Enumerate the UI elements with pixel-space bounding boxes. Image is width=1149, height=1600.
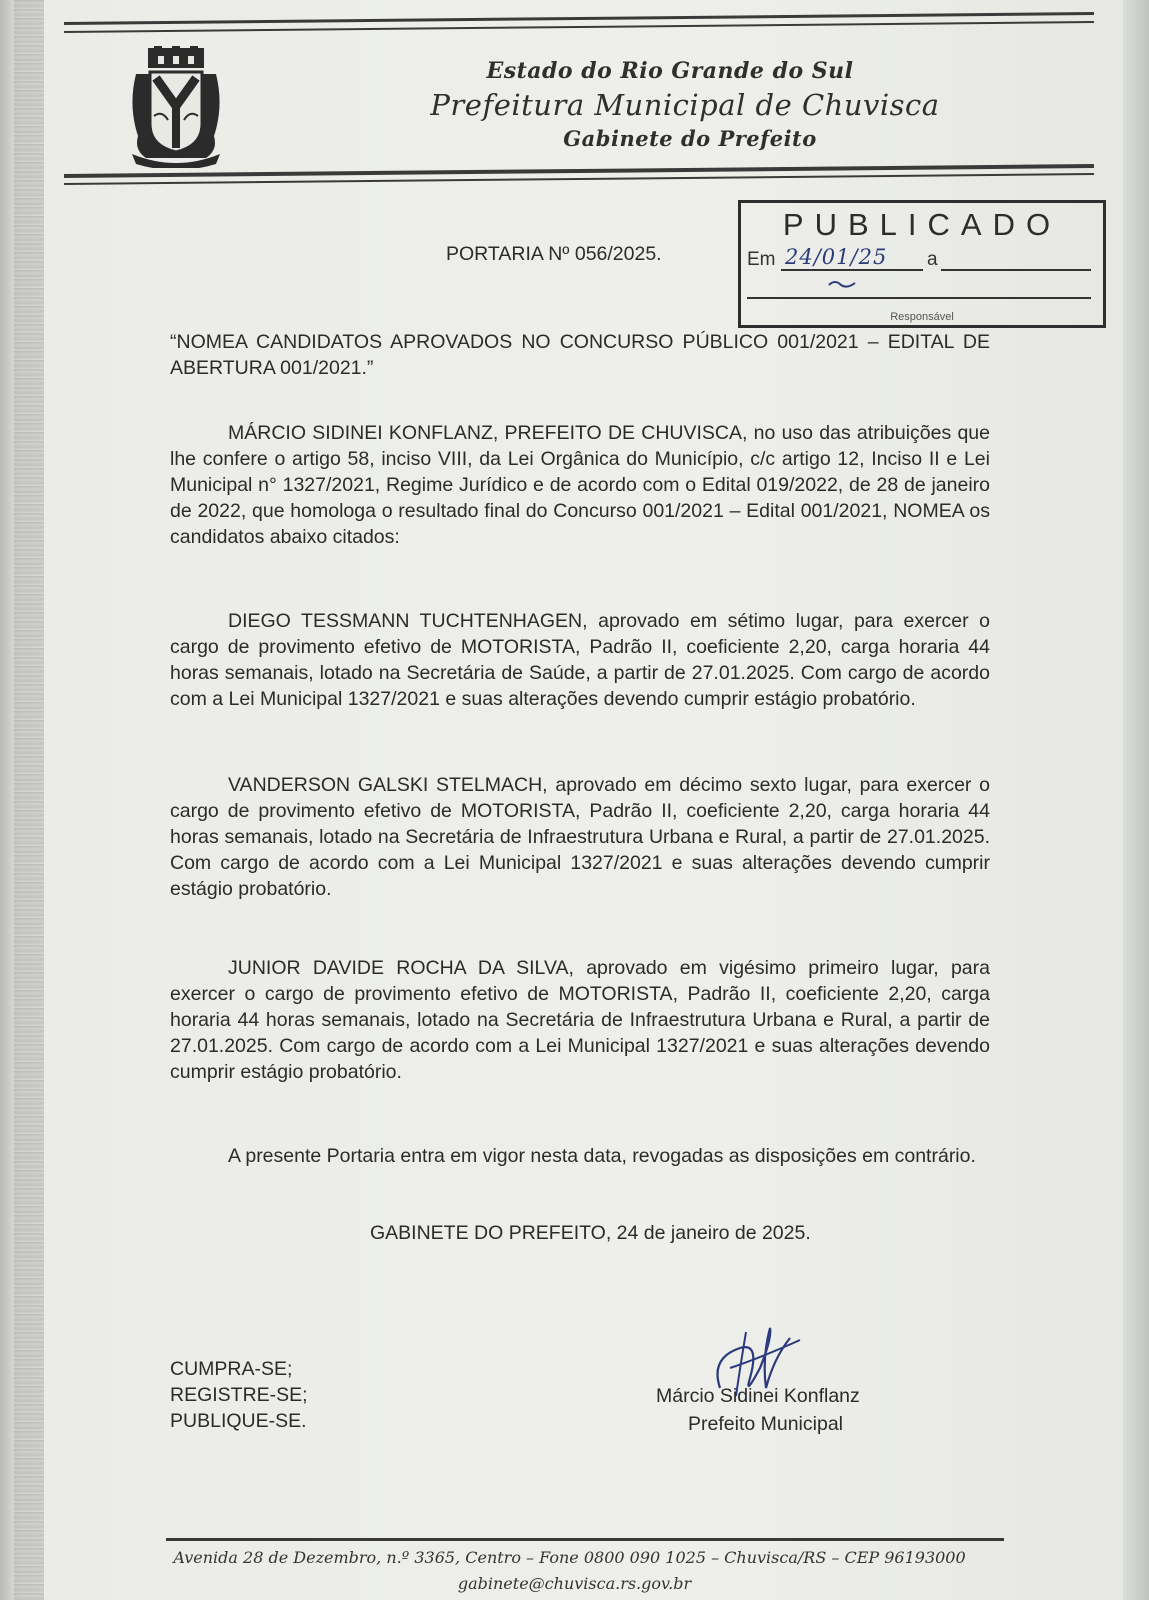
signer-title: Prefeito Municipal [688, 1413, 843, 1435]
intro-paragraph: MÁRCIO SIDINEI KONFLANZ, PREFEITO DE CHUVISCA, no uso das atribuições que lhe confere o artigo 58, inciso VIII, da Lei Orgânica do Município, c/c artigo 12, Inciso II e Lei Municipal n° 1327/2021, Regime Jurídico e de acordo com o Edital 019/2022, de 28 de janeiro de 2022, que homologa o resultado final do Concurso 001/2021 – Edital 001/2021, NOMEA os candidatos abaixo citados: [170, 422, 990, 548]
header-state: Estado do Rio Grande do Sul [486, 58, 854, 84]
footer-email: gabinete@chuvisca.rs.gov.br [457, 1574, 692, 1593]
paper-edge-left [14, 0, 44, 1600]
order-registre: REGISTRE-SE; [170, 1384, 308, 1406]
stamp-to-line [941, 269, 1091, 271]
stamp-responsible-line [747, 297, 1091, 299]
stamp-to-label: a [927, 249, 938, 270]
footer-address: Avenida 28 de Dezembro, n.º 3365, Centro – Fone 0800 090 1025 – Chuvisca/RS – CEP 96193000 [173, 1548, 966, 1567]
municipal-crest-icon [128, 46, 224, 168]
stamp-initials-icon [827, 277, 857, 291]
header-office: Gabinete do Prefeito [563, 126, 817, 151]
paper-edge-right [1123, 0, 1149, 1600]
stamp-date-line [781, 269, 923, 271]
footer-rule [166, 1538, 1004, 1541]
appointment-paragraph-1: DIEGO TESSMANN TUCHTENHAGEN, aprovado em sétimo lugar, para exercer o cargo de provimento efetivo de MOTORISTA, Padrão II, coeficiente 2,20, carga horaria 44 horas semanais, lotado na Secretária de Saúde, a partir de 27.01.2025. Com cargo de acordo com a Lei Municipal 1327/2021 e suas alterações devendo cumprir estágio probatório. [170, 610, 990, 710]
stamp-date-handwritten: 24/01/25 [785, 245, 888, 269]
order-publique: PUBLIQUE-SE. [170, 1410, 307, 1432]
published-stamp [738, 200, 1106, 328]
document-subject: “NOMEA CANDIDATOS APROVADOS NO CONCURSO PÚBLICO 001/2021 – EDITAL DE ABERTURA 001/2021.” [170, 331, 990, 379]
stamp-responsible-label: Responsável [890, 311, 954, 323]
place-date: GABINETE DO PREFEITO, 24 de janeiro de 2025. [370, 1222, 811, 1244]
appointment-paragraph-2: VANDERSON GALSKI STELMACH, aprovado em décimo sexto lugar, para exercer o cargo de provimento efetivo de MOTORISTA, Padrão II, coeficiente 2,20, carga horaria 44 horas semanais, lotado na Secretária de Infraestrutura Urbana e Rural, a partir de 27.01.2025. Com cargo de acordo com a Lei Municipal 1327/2021 e suas alterações devendo cumprir estágio probatório. [170, 774, 990, 900]
stamp-title: PUBLICADO [782, 207, 1062, 242]
order-cumpra: CUMPRA-SE; [170, 1358, 293, 1380]
appointment-paragraph-3: JUNIOR DAVIDE ROCHA DA SILVA, aprovado em vigésimo primeiro lugar, para exercer o cargo de provimento efetivo de MOTORISTA, Padrão II, coeficiente 2,20, carga horaria 44 horas semanais, lotado na Secretária de Infraestrutura Urbana e Rural, a partir de 27.01.2025. Com cargo de acordo com a Lei Municipal 1327/2021 e suas alterações devendo cumprir estágio probatório. [170, 957, 990, 1083]
signer-name: Márcio Sidinei Konflanz [656, 1385, 860, 1407]
header-municipality: Prefeitura Municipal de Chuvisca [430, 88, 940, 122]
stamp-date-prefix: Em [747, 249, 776, 270]
closing-paragraph: A presente Portaria entra em vigor nesta data, revogadas as disposições em contrário. [228, 1145, 976, 1167]
portaria-number: PORTARIA Nº 056/2025. [446, 243, 662, 265]
